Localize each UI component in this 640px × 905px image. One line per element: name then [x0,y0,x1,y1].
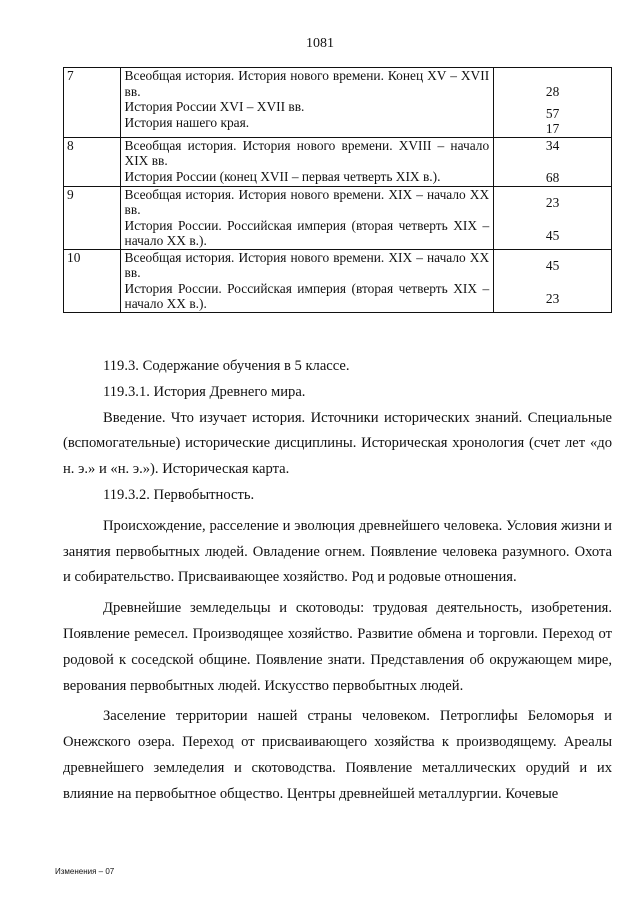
hours-cell [494,68,612,138]
history-hours-table [63,67,612,313]
paragraph: Происхождение, расселение и эволюция древнейшего человека. Условия жизни и занятия первобытных людей. Овладение огнем. Появление человека разумного. Охота и собирательство. Присваивающее хозяйство. Род и родовые отношения. [63,517,612,586]
paragraph: Введение. Что изучает история. Источники исторических знаний. Специальные (вспомогательные) исторические дисциплины. Историческая хронология (счет лет «до н. э.» и «н. э.»). Историческая карта. [63,409,612,478]
hours-cell [494,249,612,312]
class-number: 10 [64,249,121,312]
section-heading: 119.3.2. Первобытность. [103,486,255,503]
hours-value: 17 [545,121,560,136]
topic: История России XVI – XVII вв. [124,99,305,114]
hours-cell [494,186,612,249]
topic: История России (конец XVII – первая четверть XIX в.). [124,168,441,184]
topic: История России. Российская империя (вторая четверть XIX – начало XX в.). [124,217,490,248]
topic: История России. Российская империя (вторая четверть XIX – начало XX в.). [124,280,490,311]
topic: Всеобщая история. История нового времени. XVIII – начало XIX вв. [124,137,490,168]
hours-value: 28 [545,84,560,99]
table-row [64,186,612,249]
hours-value: 23 [545,291,560,306]
hours-value: 45 [545,257,560,273]
body-text [63,354,612,808]
class-number: 9 [64,186,121,249]
topics-cell [120,186,494,249]
section-heading: 119.3.1. История Древнего мира. [103,383,306,400]
class-number: 7 [64,68,121,138]
topic: История нашего края. [124,114,250,130]
paragraph: Древнейшие земледельцы и скотоводы: трудовая деятельность, изобретения. Появление ремесел. Производящее хозяйство. Развитие обмена и торговли. Переход от родовой к соседской общине. Появление знати. Представления об окружающем мире, верования первобытных людей. Искусство первобытных людей. [63,600,612,694]
footer-note: Изменения – 07 [55,867,115,876]
hours-value: 57 [545,105,560,121]
topic: Всеобщая история. История нового времени. XIX – начало XX вв. [124,249,490,280]
hours-value: 45 [545,228,560,243]
class-number: 8 [64,137,121,186]
paragraph: Заселение территории нашей страны человеком. Петроглифы Беломорья и Онежского озера. Переход от присваивающего хозяйства к производящему. Ареалы древнейшего земледелия и скотоводства. Появление металлических орудий и их влияние на первобытное общество. Центры древнейшей металлургии. Кочевые [63,708,612,802]
topic: Всеобщая история. История нового времени. XIX – начало XX вв. [124,186,490,217]
hours-value: 23 [545,194,560,210]
topics-cell [120,249,494,312]
topics-cell [120,137,494,186]
hours-cell [494,137,612,186]
table-row [64,249,612,312]
topic: Всеобщая история. История нового времени. Конец XV – XVII вв. [124,68,490,99]
page-number: 1081 [306,36,334,51]
table-row [64,137,612,186]
hours-value: 34 [545,137,560,153]
section-heading: 119.3. Содержание обучения в 5 классе. [103,358,350,374]
table-row [64,68,612,138]
hours-value: 68 [545,170,560,185]
topics-cell [120,68,494,138]
